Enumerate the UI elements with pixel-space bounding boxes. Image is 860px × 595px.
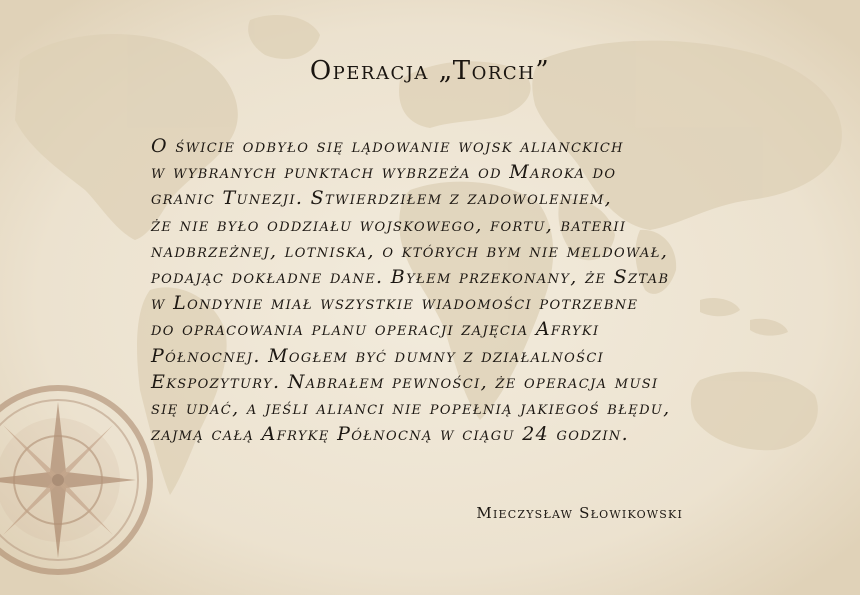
page-title: Operacja „Torch” — [309, 56, 551, 86]
quote-line: granic Tunezji. Stwierdziłem z zadowoleniem, — [151, 187, 613, 210]
quote-line: że nie było oddziału wojskowego, fortu, baterii — [151, 213, 627, 236]
quote-line: się udać, a jeśli alianci nie popełnią jakiegoś błędu, — [151, 397, 671, 420]
quote-line: Północnej. Mogłem być dumny z działalności — [151, 344, 605, 367]
quote-text — [151, 133, 711, 447]
quote-line: zajmą całą Afrykę Północną w ciągu 24 godzin. — [151, 423, 629, 446]
quote-line: podając dokładne dane. Byłem przekonany, że Sztab — [151, 266, 670, 289]
author-signature: Mieczysław Słowikowski — [476, 504, 683, 522]
quote-line: w Londynie miał wszystkie wiadomości potrzebne — [151, 292, 639, 315]
quote-line: w wybranych punktach wybrzeża od Maroka do — [151, 161, 617, 184]
quote-line: nadbrzeżnej, lotniska, o których bym nie meldował, — [151, 239, 669, 262]
quote-line: O świcie odbyło się lądowanie wojsk alianckich — [151, 135, 624, 157]
quote-line: do opracowania planu operacji zajęcia Afryki — [151, 318, 600, 341]
quote-line: Ekspozytury. Nabrałem pewności, że operacja musi — [151, 370, 659, 393]
